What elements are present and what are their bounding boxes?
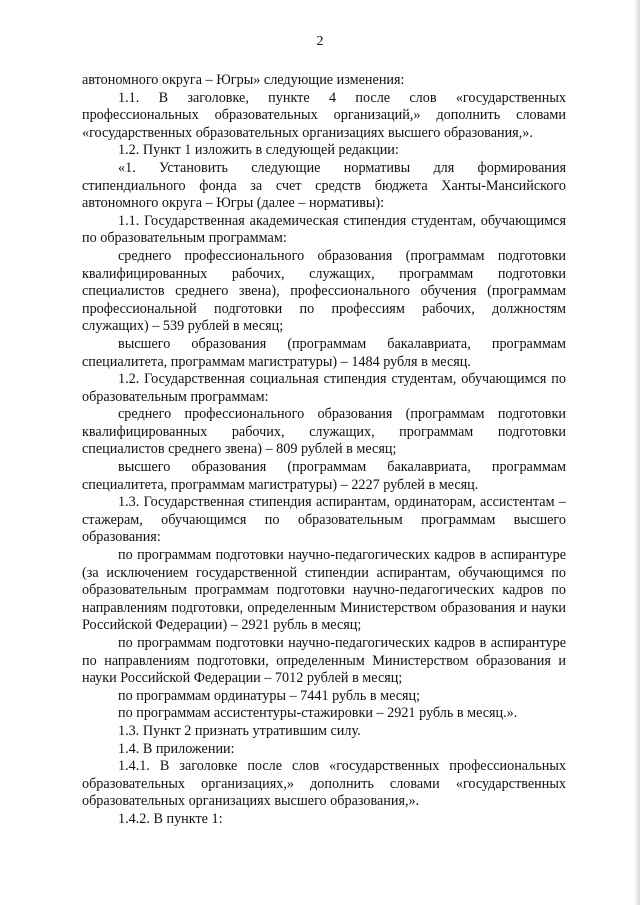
paragraph-postgrad-ministry: по программам подготовки научно-педагогических кадров в аспирантуре по направлениям подготовки, определенным Министерством образования и науки Российской Федерации – 7012 рублей в месяц; <box>82 635 566 687</box>
paragraph-academic-spo: среднего профессионального образования (программам подготовки квалифицированных рабочих, служащих, программам подготовки специалистов среднего звена), профессионального обучения (программам профессиональной подготовки по профессиям рабочих, должностям служащих) – 539 рублей в месяц; <box>82 247 566 335</box>
paragraph-academic-stipend: 1.1. Государственная академическая стипендия студентам, обучающимся по образовательным программам: <box>82 212 566 247</box>
document-body <box>82 72 566 829</box>
paragraph-quote-1: «1. Установить следующие нормативы для формирования стипендиального фонда за счет средств бюджета Ханты-Мансийского автономного округа – Югры (далее – нормативы): <box>82 159 566 212</box>
paragraph-postgrad-stipend: 1.3. Государственная стипендия аспирантам, ординаторам, ассистентам – стажерам, обучающимся по образовательным программам высшего образования: <box>82 494 566 546</box>
paragraph-1-4-1: 1.4.1. В заголовке после слов «государственных профессиональных образовательных организациях,» дополнить словами «государственных образовательных организациях высшего образования,». <box>82 758 566 810</box>
paragraph-1-2: 1.2. Пункт 1 изложить в следующей редакции: <box>118 142 399 159</box>
paragraph-social-higher: высшего образования (программам бакалавриата, программам специалитета, программам магистратуры) – 2227 рублей в месяц. <box>82 459 566 493</box>
paragraph-continuation: автономного округа – Югры» следующие изменения: <box>82 72 405 88</box>
paragraph-residency: по программам ординатуры – 7441 рубль в месяц; <box>118 687 421 704</box>
paragraph-social-spo: среднего профессионального образования (программам подготовки квалифицированных рабочих, служащих, программам подготовки специалистов среднего звена) – 809 рублей в месяц; <box>82 406 566 458</box>
paragraph-1-1: 1.1. В заголовке, пункте 4 после слов «государственных профессиональных образовательных организаций,» дополнить словами «государственных образовательных организациях высшего образования,». <box>82 89 566 141</box>
paragraph-1-4: 1.4. В приложении: <box>118 740 235 757</box>
page-number: 2 <box>316 34 324 49</box>
paragraph-assistantship: по программам ассистентуры-стажировки – 2921 рубль в месяц.». <box>118 705 518 722</box>
scan-edge-shadow <box>634 0 640 905</box>
paragraph-academic-higher: высшего образования (программам бакалавриата, программам специалитета, программам магистратуры) – 1484 рубля в месяц. <box>82 335 566 370</box>
paragraph-1-3-repeal: 1.3. Пункт 2 признать утратившим силу. <box>118 722 361 739</box>
paragraph-postgrad-general: по программам подготовки научно-педагогических кадров в аспирантуре (за исключением государственной стипендии аспирантам, обучающимся по образовательным программам подготовки научно-педагогических кадров по направлениям подготовки, определенным Министерством образования и науки Российской Федерации) – 2921 рубль в месяц; <box>82 547 566 634</box>
paragraph-1-4-2: 1.4.2. В пункте 1: <box>118 810 223 827</box>
paragraph-social-stipend: 1.2. Государственная социальная стипендия студентам, обучающимся по образовательным программам: <box>82 371 566 405</box>
